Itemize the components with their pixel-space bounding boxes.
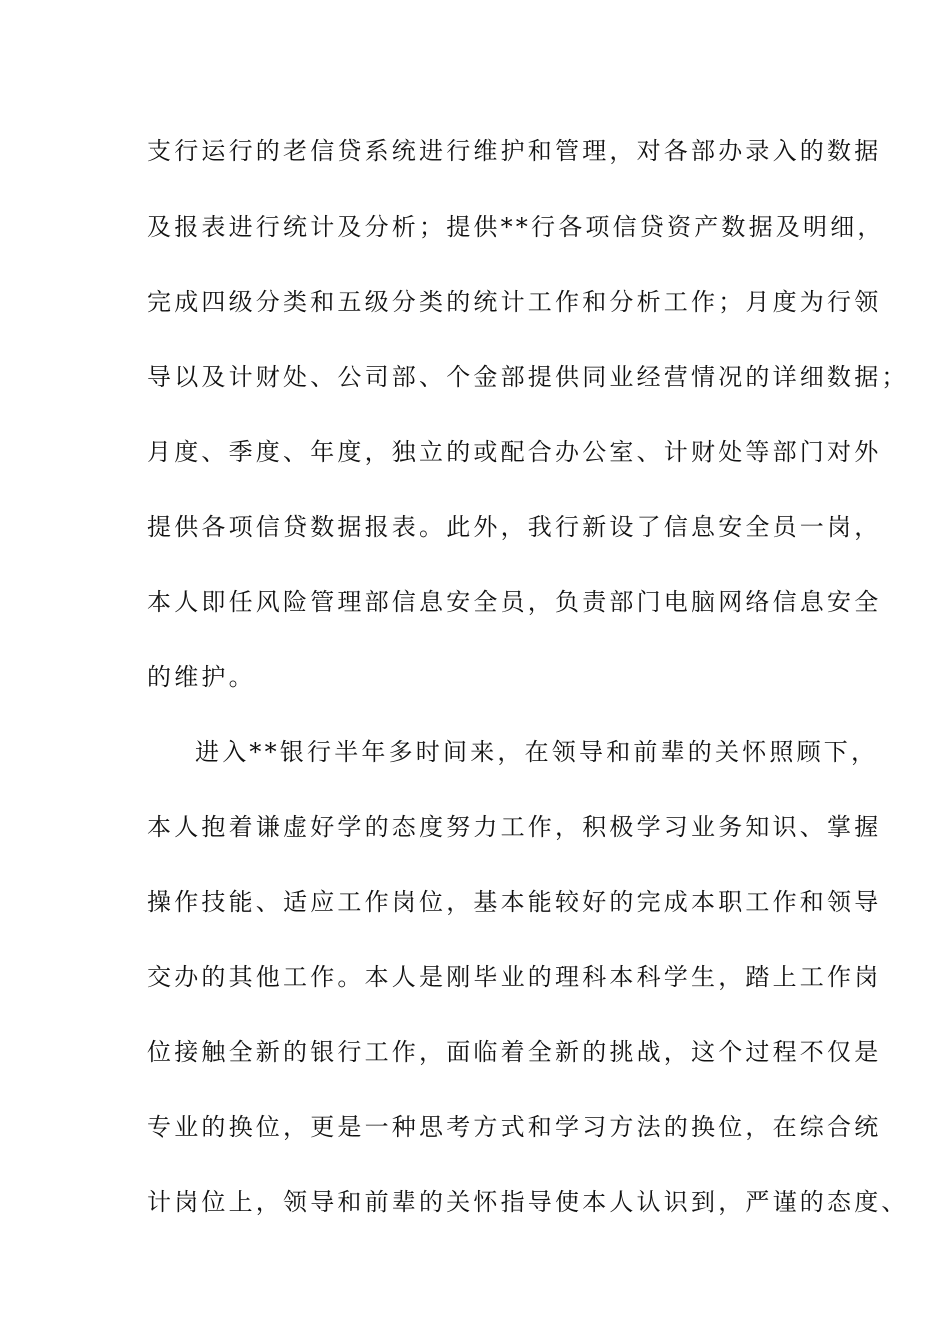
text-line: 本人抱着谦虚好学的态度努力工作，积极学习业务知识、掌握 [147, 813, 882, 841]
text-line: 交办的其他工作。本人是刚毕业的理科本科学生，踏上工作岗 [147, 963, 882, 991]
text-line: 操作技能、适应工作岗位，基本能较好的完成本职工作和领导 [147, 888, 882, 916]
text-line: 位接触全新的银行工作，面临着全新的挑战，这个过程不仅是 [147, 1038, 882, 1066]
text-line: 支行运行的老信贷系统进行维护和管理，对各部办录入的数据 [147, 137, 882, 165]
text-line: 月度、季度、年度，独立的或配合办公室、计财处等部门对外 [147, 438, 882, 466]
text-line: 导以及计财处、公司部、个金部提供同业经营情况的详细数据； [147, 363, 909, 391]
text-line: 提供各项信贷数据报表。此外，我行新设了信息安全员一岗， [147, 513, 882, 541]
text-line: 完成四级分类和五级分类的统计工作和分析工作；月度为行领 [147, 288, 882, 316]
text-line: 及报表进行统计及分析；提供**行各项信贷资产数据及明细， [147, 213, 885, 241]
text-line: 计岗位上，领导和前辈的关怀指导使本人认识到，严谨的态度、 [147, 1188, 909, 1216]
text-line: 专业的换位，更是一种思考方式和学习方法的换位，在综合统 [147, 1113, 882, 1141]
text-line: 本人即任风险管理部信息安全员，负责部门电脑网络信息安全 [147, 588, 882, 616]
text-line: 进入**银行半年多时间来，在领导和前辈的关怀照顾下， [195, 738, 879, 766]
text-line: 的维护。 [147, 663, 256, 691]
